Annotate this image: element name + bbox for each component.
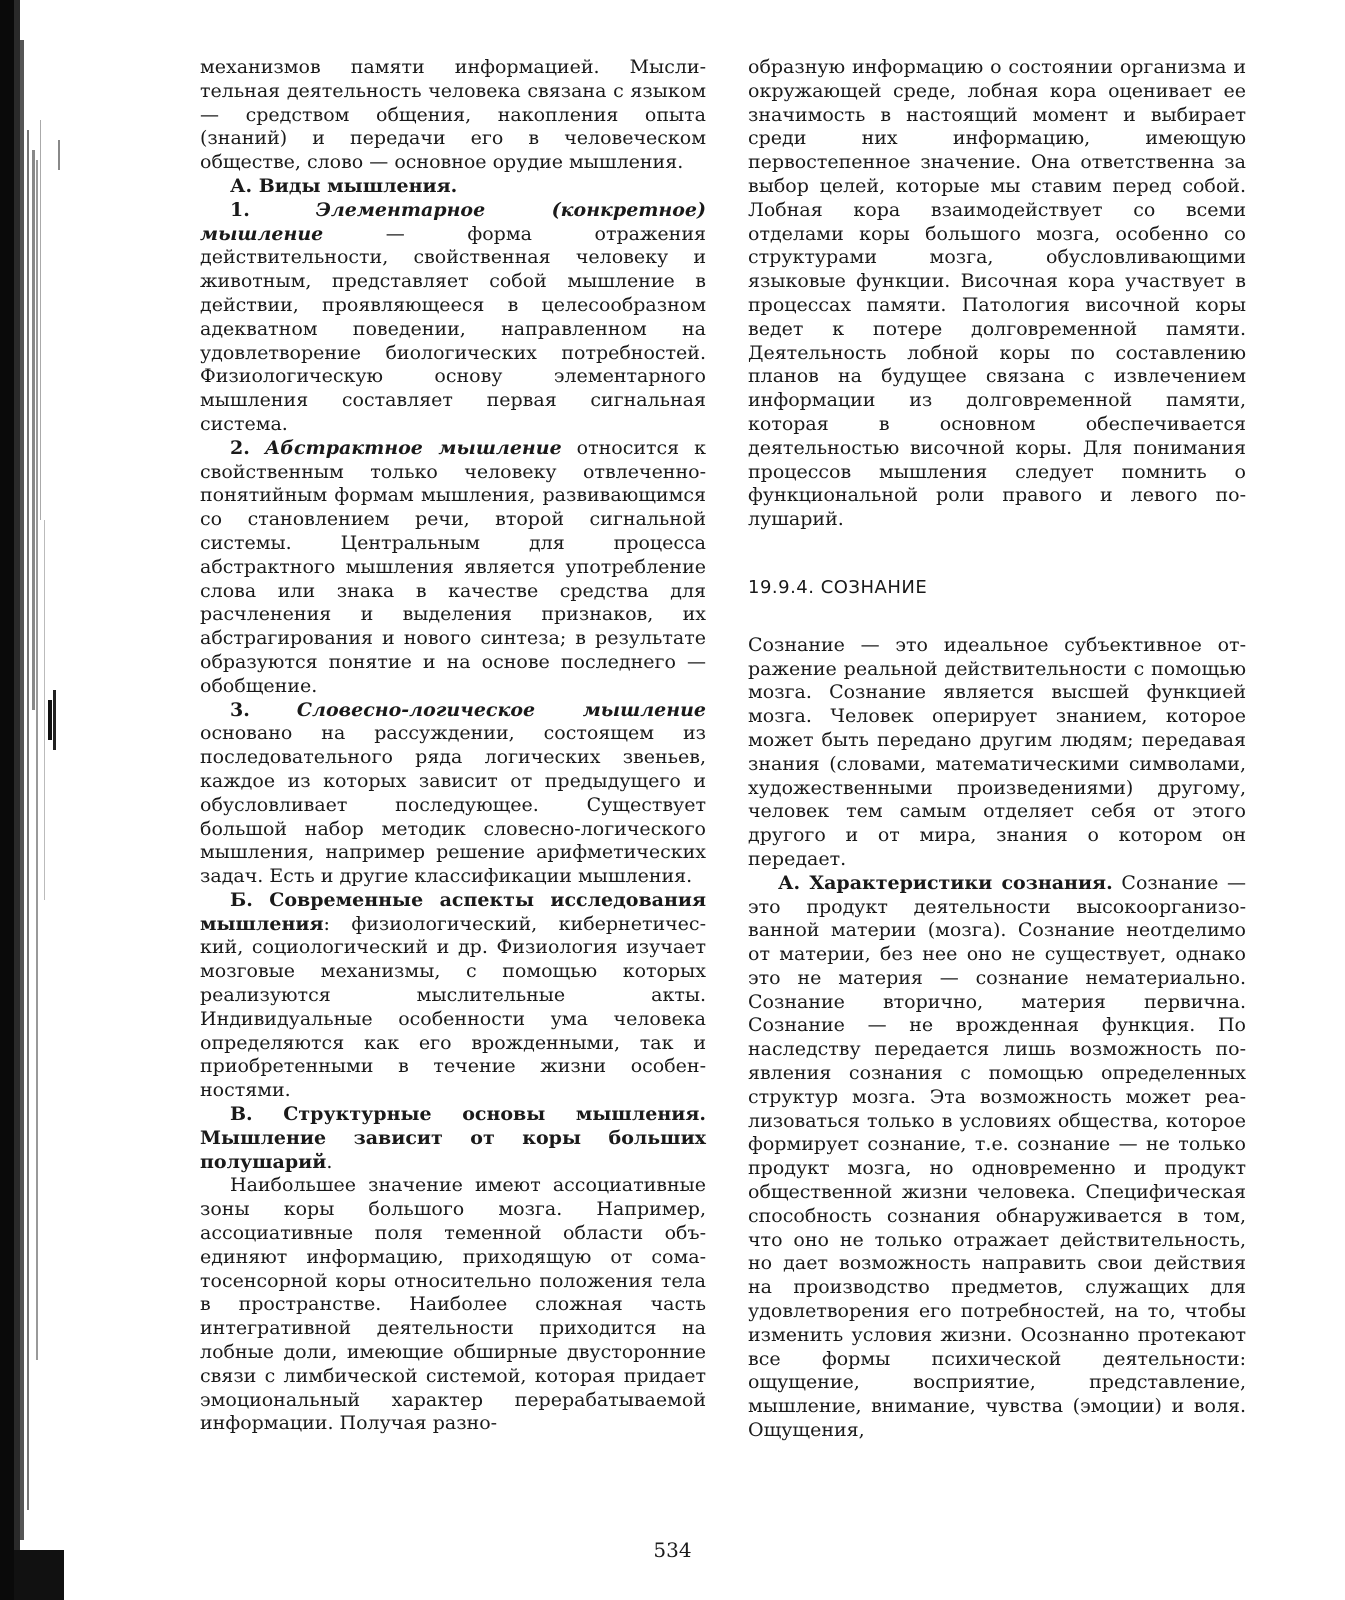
body-text: Сознание — это продукт деятельности высокоорганизованной материи (мозга). Сознание неотделимо от материи, без нее оно не существует, однако это не материя — сознание нематериально. Сознание вторично, материя первична. Сознание — не врожденная функция. По наследству передается лишь возможность появления сознания с помощью определенных структур мозга. Эта возможность может реализоваться только в условиях общества, которое формирует сознание, т.е. сознание — не только продукт мозга, но одновременно и продукт общественной жизни человека. Специфическая способность сознания обнаруживается в том, что оно не только отражает действительность, но дает возможность направить свои действия на производство предметов, служащих для удовлетворения его потребностей, на то, чтобы изменить условия жизни. Осознанно протекают все формы психической деятельности: ощущение, восприятие, представление, мышление, внимание, чувства (эмоции) и воля. Ощущения, [748,871,1246,1442]
definition: — форма отражения действительности, свойственная человеку и животным, представляет собой мышление в действии, проявляющееся в целесообразном адекватном поведении, направленном на удовлетворение биологических потребностей. Физиологическую основу элементарного мышления составляет первая сигнальная система. [200,222,706,435]
heading-text: А. Виды мышления. [230,174,458,197]
binding-shadow [0,0,70,1600]
list-number: 2. [230,436,250,459]
paragraph: образную информацию о состоянии организма и окружающей среде, лобная кора оценивает ее значимость в настоящий момент и выбирает среди них информацию, имеющую первостепенное значение. Она ответственна за выбор целей, которые мы ставим перед собой. Лобная кора взаимодействует со всеми отделами коры большого мозга, особенно со структурами мозга, обусловливающими языковые функции. Височная кора участвует в процессах памяти. Патология височной коры ведет к потере долговременной памяти. Деятельность лобной коры по составлению планов на будущее связана с извлечением информации из долговременной памяти, которая в основном обеспечивается деятельностью височной коры. Для понимания процессов мышления следует помнить о функциональной роли правого и левого полушарий. [748,56,1246,531]
list-number: 1. [230,198,250,221]
list-item-abstract-thinking [200,437,706,699]
subsection-a-characteristics [748,872,1246,1443]
term: Словесно-логическое мышление [296,698,706,721]
list-number: 3. [230,698,250,721]
left-column [200,56,706,1436]
subsection-b [200,889,706,1103]
list-item-verbal-logical-thinking [200,699,706,889]
list-item-elementary-thinking [200,199,706,437]
subsection-heading-a [200,175,706,199]
body-text: : физиологический, кибернетический, социологический и др. Физиология изучает мозговые механизмы, с помощью которых реализуются мыслительные акты. Индивидуальные особенности ума человека определяются как его врожденными, так и приобретенными в течение жизни особенностями. [200,912,706,1102]
section-title: 19.9.4. СОЗНАНИЕ [748,576,928,598]
definition: основано на рассуждении, состоящем из последовательного ряда логических звеньев, каждое из которых зависит от предыдущего и обусловливает последующее. Существует большой набор методик словесно-логического мышления, например решение арифметических задач. Есть и другие классификации мышления. [200,722,706,888]
subsection-heading-v [200,1103,706,1174]
page-number: 534 [653,1538,692,1562]
definition: относится к свойственным только человеку отвлеченно-понятийным формам мышления, развивающимся со становлением речи, второй сигнальной системы. Центральным для процесса абстрактного мышления является употребление слова или знака в качестве средства для расчленения и выделения признаков, их абстрагирования и нового синтеза; в результате образуются понятие и на основе последнего — обобщение. [200,436,706,697]
heading-text: Б. Современные аспекты исследования мышления [200,888,706,935]
term: Абстрактное мышление [264,436,562,459]
term: Элементарное (конкретное) мышление [200,198,706,245]
heading-text: А. Характеристики сознания. [778,871,1113,894]
right-column [748,56,1246,1443]
paragraph: Наибольшее значение имеют ассоциативные зоны коры большого мозга. Например, ассоциативные поля теменной области объединяют информацию, приходящую от соматосенсорной коры относительно положения тела в пространстве. Наиболее сложная часть интегративной деятельности приходится на лобные доли, имеющие обширные двусторонние связи с лимбической системой, которая придает эмоциональный характер перерабатываемой информации. Получая разно- [200,1174,706,1435]
heading-end: . [326,1150,333,1173]
paragraph: Сознание — это идеальное субъективное отражение реальной действительности с помощью мозга. Сознание является высшей функцией мозга. Человек оперирует знанием, которое может быть передано другим людям; передавая знания (словами, математическими символами, художественными произведениями) другому, человек тем самым отделяет себя от этого другого и от мира, знания о котором он передает. [748,633,1246,870]
paragraph: механизмов памяти информацией. Мыслительная деятельность человека связана с языком — средством общения, накопления опыта (знаний) и передачи его в человеческом обществе, слово — основное орудие мышления. [200,56,706,174]
heading-text: В. Структурные основы мышления. Мышление зависит от коры больших полушарий [200,1103,706,1173]
